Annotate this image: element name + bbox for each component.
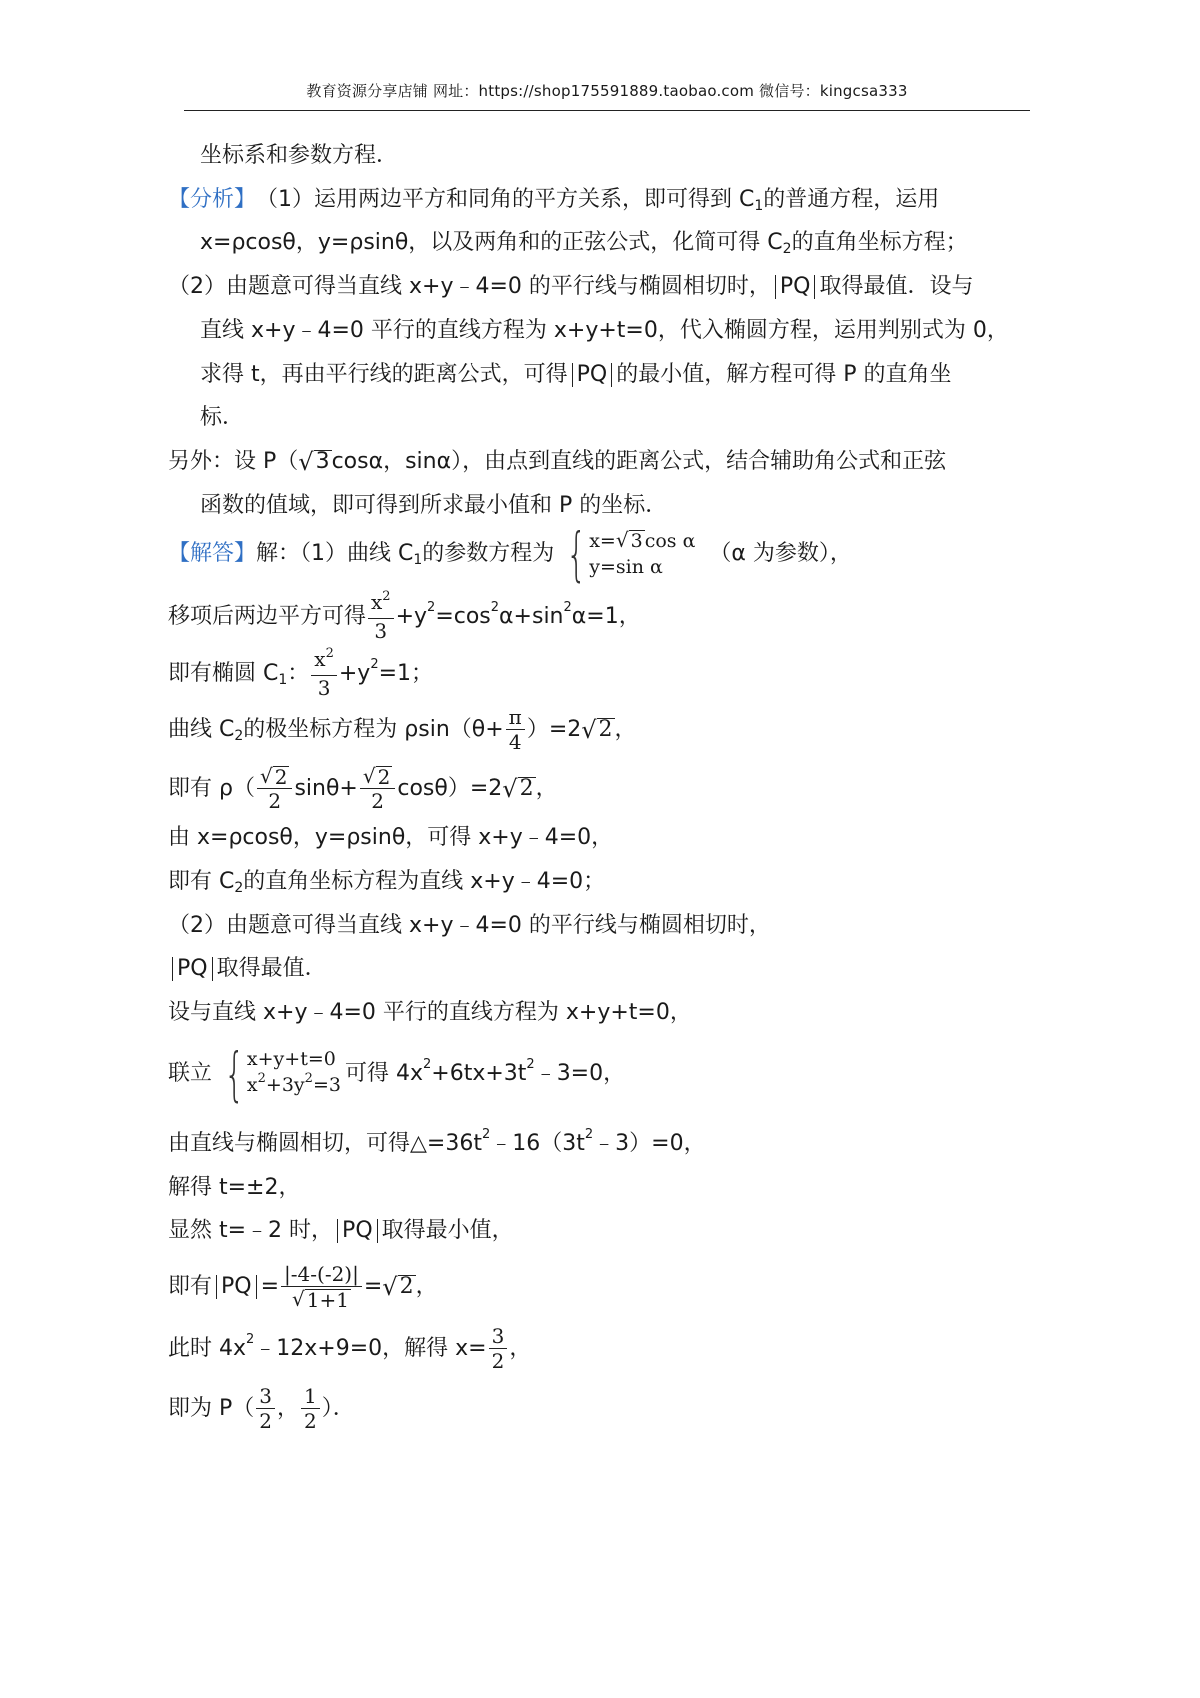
text: （2）由题意可得当直线 x+y﹣4=0 的平行线与椭圆相切时， <box>168 274 771 299</box>
text: +y <box>338 660 371 686</box>
text-line <box>168 590 641 643</box>
abs-bar <box>814 275 815 299</box>
text: 由 x=ρcosθ，y=ρsinθ，可得 x+y﹣4=0， <box>168 825 614 850</box>
text-line <box>168 1384 355 1433</box>
solution-line <box>168 520 852 588</box>
text: 即有 C <box>168 869 235 894</box>
superscript: 2 <box>422 1056 432 1072</box>
text-line <box>168 705 637 754</box>
text: 取得最值．设与 <box>819 274 974 299</box>
text: sinθ+ <box>294 775 358 801</box>
subscript: 2 <box>782 241 792 257</box>
abs-bar <box>172 957 173 981</box>
abs-bar <box>256 1275 257 1299</box>
text: 解：（1）曲线 C <box>256 541 414 566</box>
text: 的最小值，解方程可得 P 的直角坐 <box>616 362 952 387</box>
fraction: $\frac{x^2}{3}$ <box>368 590 394 643</box>
analysis-line <box>168 186 939 214</box>
subscript: 2 <box>234 727 244 744</box>
abs-bar <box>337 1219 338 1243</box>
text-line <box>200 404 244 432</box>
fraction: $\frac{\pi}{4}$ <box>506 705 525 754</box>
text: 即为 P（ <box>168 1395 255 1421</box>
text-line <box>200 229 968 257</box>
text: ﹣3）=0， <box>593 1131 706 1156</box>
header-rule <box>184 110 1030 111</box>
fraction: |-4-(-2)| √ 1+1 <box>281 1262 362 1311</box>
text: +y <box>395 603 428 629</box>
sqrt: √ 3 <box>298 448 330 476</box>
subscript: 1 <box>754 198 764 214</box>
text-line <box>168 647 433 700</box>
text: 直线 x+y﹣4=0 平行的直线方程为 x+y+t=0，代入椭圆方程，运用判别式为 0， <box>200 318 1009 343</box>
text: PQ <box>576 362 608 387</box>
page-header: 教育资源分享店铺 网址：https://shop175591889.taobao.com 微信号：kingcsa333 <box>306 82 908 100</box>
fraction: $\frac{1}{2}$ <box>301 1384 320 1433</box>
text: ， <box>509 1335 532 1361</box>
text: PQ <box>342 1218 373 1243</box>
abs-bar <box>611 363 612 387</box>
superscript: 2 <box>427 599 436 615</box>
text: +6tx+3t <box>431 1060 527 1086</box>
text: （α 为参数）， <box>709 541 852 566</box>
fraction: √ 2 2 <box>360 764 395 813</box>
text: 可得 4x <box>344 1060 423 1086</box>
text: （2）由题意可得当直线 x+y﹣4=0 的平行线与椭圆相切时， <box>168 913 771 938</box>
text: = <box>260 1273 280 1299</box>
superscript: 2 <box>490 599 500 615</box>
analysis-tag: 【分析】 <box>168 187 257 212</box>
superscript: 2 <box>481 1127 491 1142</box>
text: 解得 t=±2， <box>168 1175 301 1200</box>
text-line <box>168 868 605 896</box>
text: ﹣3=0， <box>534 1060 626 1086</box>
text: x=ρcosθ，y=ρsinθ，以及两角和的正弦公式，化简可得 C <box>200 230 783 255</box>
text-line <box>168 1174 300 1202</box>
text-line <box>168 912 771 940</box>
abs-bar <box>212 957 213 981</box>
text-line <box>168 955 327 983</box>
text: 另外：设 P（ <box>168 449 299 474</box>
text: 坐标系和参数方程． <box>200 143 399 168</box>
text: =cos <box>435 603 491 629</box>
text: α=1， <box>571 603 641 629</box>
fraction: $\frac{x^2}{3}$ <box>311 647 337 700</box>
text: ）． <box>321 1395 355 1421</box>
text: = <box>363 1273 383 1299</box>
text: ， <box>277 1395 300 1421</box>
fraction: $\frac{3}{2}$ <box>256 1384 275 1433</box>
text: 联立 <box>168 1060 213 1086</box>
sqrt: √ 2 <box>581 715 613 744</box>
text-line <box>168 764 558 813</box>
text: =1； <box>378 660 434 686</box>
subscript: 1 <box>278 671 288 688</box>
text: 设与直线 x+y﹣4=0 平行的直线方程为 x+y+t=0， <box>168 1000 692 1025</box>
superscript: 2 <box>526 1056 535 1072</box>
text: ， <box>614 716 637 742</box>
text: 移项后两边平方可得 <box>168 603 367 629</box>
text: α+sin <box>499 603 564 629</box>
superscript: 2 <box>584 1127 594 1142</box>
text: PQ <box>779 274 811 299</box>
text: PQ <box>221 1273 252 1299</box>
text: 的直角坐标方程为直线 x+y﹣4=0； <box>243 869 606 894</box>
text-line <box>200 492 667 520</box>
text-line <box>200 361 951 389</box>
abs-bar <box>216 1275 217 1299</box>
abs-bar <box>572 363 573 387</box>
text: 取得最值． <box>216 956 327 981</box>
text-line <box>168 824 613 852</box>
text-line <box>168 1324 531 1373</box>
text-line <box>200 142 398 170</box>
text-line <box>168 1217 514 1245</box>
text: 即有 ρ（ <box>168 775 255 801</box>
text: 取得最小值， <box>381 1218 514 1243</box>
equation-system: { x+y+t=0 $x^2+3y^2=3$ <box>224 1039 341 1108</box>
text: 标． <box>200 405 245 430</box>
text-line <box>168 1262 438 1311</box>
superscript: 2 <box>370 656 379 672</box>
abs-bar <box>775 275 776 299</box>
text-line <box>168 273 974 301</box>
text-line <box>168 448 946 476</box>
text: 的参数方程为 <box>422 541 555 566</box>
text: PQ <box>177 956 208 981</box>
solution-tag: 【解答】 <box>168 541 257 566</box>
text: （1）运用两边平方和同角的平方关系，即可得到 C <box>256 187 755 212</box>
fraction: $\frac{3}{2}$ <box>489 1324 508 1373</box>
text: ： <box>287 660 310 686</box>
text: 的极坐标方程为 ρsin（θ+ <box>243 716 504 742</box>
text: cosα，sinα），由点到直线的距离公式，结合辅助角公式和正弦 <box>331 449 947 474</box>
text: 即有 <box>168 1273 213 1299</box>
text: ﹣16（3t <box>490 1131 585 1156</box>
text: 的普通方程，运用 <box>763 187 940 212</box>
superscript: 2 <box>246 1331 255 1347</box>
superscript: 2 <box>563 599 572 615</box>
subscript: 1 <box>413 552 423 568</box>
text-line <box>200 317 1009 345</box>
equation-system: { x= √ 3 cos α y=sin α <box>566 520 696 588</box>
subscript: 2 <box>234 880 244 896</box>
text: 的直角坐标方程； <box>791 230 968 255</box>
text: ， <box>415 1273 438 1299</box>
text: ﹣12x+9=0，解得 x= <box>254 1335 487 1361</box>
text: 显然 t=﹣2 时， <box>168 1218 334 1243</box>
text-line <box>168 999 692 1027</box>
text: cosθ）=2 <box>397 775 503 801</box>
abs-bar <box>377 1219 378 1243</box>
sqrt: √ 2 <box>502 774 534 803</box>
text: 即有椭圆 C <box>168 660 279 686</box>
text: 由直线与椭圆相切，可得△=36t <box>168 1131 482 1156</box>
text: ， <box>535 775 558 801</box>
text: 此时 4x <box>168 1335 247 1361</box>
text: 函数的值域，即可得到所求最小值和 P 的坐标． <box>200 493 668 518</box>
text: 曲线 C <box>168 716 235 742</box>
text: 求得 t，再由平行线的距离公式，可得 <box>200 362 568 387</box>
fraction: √ 2 2 <box>257 764 292 813</box>
sqrt: √ 2 <box>382 1272 414 1301</box>
text: ）=2 <box>526 716 582 742</box>
text-line <box>168 1039 626 1108</box>
text-line <box>168 1127 706 1158</box>
